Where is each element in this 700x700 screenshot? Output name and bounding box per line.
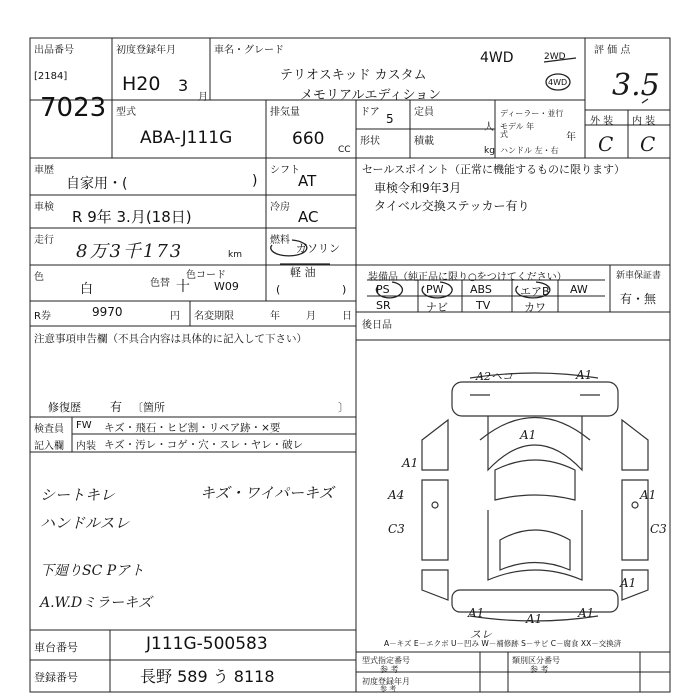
sales-point-line-1: 車検令和9年3月 (374, 181, 462, 195)
drive-option-4wd: 4WD (548, 78, 568, 87)
displacement-label: 排気量 (270, 107, 300, 118)
mark-top: A2ヘコ (476, 370, 513, 383)
score-value: 3.5 (612, 68, 660, 103)
warranty-value: 有・無 (620, 292, 657, 306)
mark-bottom-left: A1 (468, 606, 485, 620)
equipment-navi: ナビ (426, 301, 448, 314)
kg-unit: kg (484, 146, 495, 156)
mileage-value: 8万3千173 (76, 241, 184, 262)
color-label: 色 (34, 272, 44, 283)
doors-label: ドア (360, 107, 380, 118)
color-change-value: 十 (176, 279, 190, 295)
inspection-value: R 9年 3.月(18日) (72, 208, 192, 226)
fuel-paren-close: ) (342, 283, 347, 296)
interior-grade: C (640, 132, 656, 156)
rear-items-label: 後日品 (362, 320, 392, 331)
first-registration-label: 初度登録年月 (116, 45, 176, 56)
warranty-label: 新車保証書 (616, 271, 662, 281)
interior-label: 内 装 (632, 116, 656, 127)
inspection-label: 車検 (34, 202, 54, 213)
mark-bottom-right: A1 (578, 606, 595, 620)
mark-hood: A1 (520, 428, 537, 442)
registration-number-label: 登録番号 (34, 671, 78, 684)
repair-history-label: 修復歴 (48, 401, 81, 414)
reference-label-3: 参 考 (380, 685, 397, 693)
score-label: 評 価 点 (594, 45, 631, 56)
reference-label-1: 参 考 (380, 665, 399, 674)
registration-number: 長野 589 う 8118 (140, 667, 275, 686)
model-name: テリオスキッド カスタム (280, 68, 427, 83)
km-unit: km (228, 250, 242, 260)
repair-location-bracket: 〔箇所 (132, 401, 165, 414)
note-underbody: 下廻りSC Pアト (40, 563, 145, 579)
mark-bottom-mid: A1 (526, 612, 543, 626)
handle-label: ハンドル 左・右 (500, 146, 559, 155)
sales-point-line-2: タイベル交換ステッカー有り (374, 199, 530, 213)
equipment-pw: PW (426, 283, 444, 296)
model-designation-label: 型式指定番号 (362, 656, 410, 665)
repair-history-value: 有 (110, 400, 123, 414)
person-unit: 人 (484, 122, 494, 133)
reference-label-2: 参 考 (530, 665, 549, 674)
inspector-interior-items: キズ・汚レ・コゲ・穴・スレ・ヤレ・破レ (104, 439, 304, 451)
fuel-gasoline: ガソリン (296, 242, 340, 255)
equipment-abs: ABS (470, 283, 492, 296)
color-code-label: 色コード (186, 270, 226, 281)
equipment-airbag: エアB (520, 285, 550, 298)
mark-top-right: A1 (576, 368, 593, 382)
inspector-fw: FW (76, 420, 92, 431)
equipment-title: 装備品（純正品に限り○をつけてください） (368, 272, 567, 283)
color-code: W09 (214, 280, 239, 293)
deadline-day: 日 (342, 311, 352, 322)
deadline-month: 月 (306, 311, 316, 322)
exterior-label: 外 装 (590, 116, 614, 127)
shift-label: シフト (270, 165, 300, 176)
mark-left-mid: A4 (388, 488, 405, 502)
model-type-label: 型式 (116, 107, 136, 118)
note-wiper-scratch: キズ・ワイパーキズ (200, 484, 334, 502)
aircon-value: AC (298, 208, 319, 226)
model-year-label: モデル 年式 (500, 122, 535, 139)
capacity-label: 定員 (414, 107, 434, 118)
lot-number: 7023 (40, 93, 107, 123)
color-change-label: 色替 (150, 278, 170, 289)
inspector-fw-items: キズ・飛石・ヒビ割・リペア跡・×要 (104, 422, 281, 434)
year-char: 年 (566, 132, 576, 143)
chassis-number: J111G-500583 (146, 634, 268, 654)
damage-legend: A－キズ E－エクボ U－凹み W－補修跡 S－サビ C－腐食 XX－交換済 (384, 639, 622, 648)
equipment-aw: AW (570, 283, 588, 296)
mark-bottom-wear: スレ (470, 628, 492, 641)
equipment-ps: PS (376, 283, 390, 296)
mark-right-mid: A1 (640, 488, 657, 502)
mileage-label: 走行 (34, 235, 54, 246)
mark-right-low: A1 (620, 576, 637, 590)
first-registration-month: 3 (178, 76, 189, 95)
color-value: 白 (80, 282, 94, 297)
recycle-label: R券 (34, 311, 51, 322)
lot-sub-number: [2184] (34, 71, 68, 82)
model-type-code: ABA-J111G (140, 128, 233, 148)
sales-points-title: セールスポイント（正常に機能するものに限ります） (362, 163, 626, 176)
chassis-number-label: 車台番号 (34, 641, 78, 654)
history-paren-close: ) (252, 173, 258, 189)
first-registration-ref-label: 初度登録年月 (362, 677, 410, 686)
fuel-paren-open: ( (276, 283, 281, 296)
fuel-diesel: 軽 油 (290, 266, 316, 279)
note-seat-tear: シートキレ (40, 486, 115, 504)
history-label: 車歴 (34, 165, 54, 176)
dealer-label: ディーラー・並行 (500, 109, 564, 118)
mark-right-rear: C3 (650, 522, 667, 536)
note-handle-wear: ハンドルスレ (40, 514, 130, 532)
inspector-label-1: 検査員 (34, 424, 64, 435)
shape-label: 形状 (360, 136, 380, 147)
history-value: 自家用・( (66, 176, 128, 192)
recycle-amount: 9970 (92, 305, 123, 319)
displacement: 660 (292, 129, 325, 149)
first-registration-era: H20 (122, 73, 161, 95)
lot-number-label: 出品番号 (34, 45, 74, 56)
month-unit: 月 (198, 92, 208, 103)
equipment-sr: SR (376, 299, 391, 312)
doors-value: 5 (386, 112, 394, 126)
repair-close-bracket: 〕 (338, 401, 349, 414)
mark-left-front: A1 (402, 456, 419, 470)
drive-option-2wd: 2WD (544, 52, 566, 62)
inspector-label-2: 記入欄 (34, 441, 64, 452)
fuel-label: 燃料 (270, 235, 290, 246)
inspector-interior: 内装 (76, 441, 96, 452)
note-mirror-scratch: A.W.Dミラーキズ (40, 595, 152, 611)
notes-title: 注意事項申告欄（不具合内容は具体的に記入して下さい） (34, 333, 307, 345)
load-label: 積載 (414, 136, 434, 147)
aircon-label: 冷房 (270, 202, 290, 213)
cc-unit: CC (338, 145, 351, 155)
category-number-label: 類別区分番号 (512, 656, 560, 665)
drive-type: 4WD (480, 50, 514, 66)
yen-unit: 円 (170, 311, 180, 322)
equipment-tv: TV (476, 299, 491, 312)
name-change-label: 名変期限 (194, 311, 234, 322)
deadline-year: 年 (270, 311, 280, 322)
mark-left-rear: C3 (388, 522, 405, 536)
car-name-label: 車名・グレード (214, 45, 284, 56)
exterior-grade: C (598, 132, 614, 156)
grade-name: メモリアルエディション (300, 88, 442, 103)
equipment-leather: カワ (524, 301, 546, 314)
shift-value: AT (298, 172, 317, 190)
